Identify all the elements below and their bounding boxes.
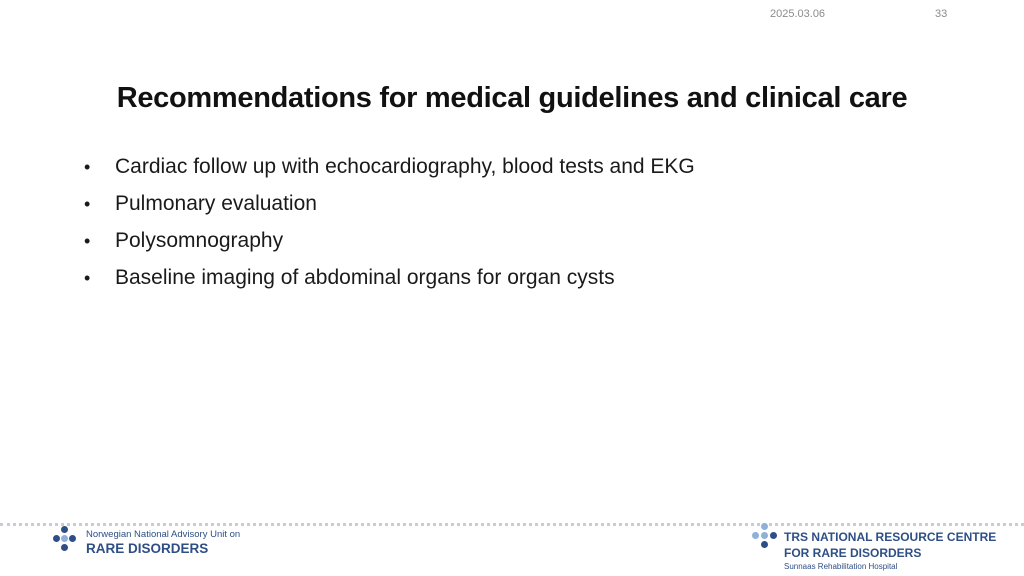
rare-disorders-logo xyxy=(50,526,270,560)
dot-cluster-icon xyxy=(748,523,782,553)
logo-right-subtitle: FOR RARE DISORDERS xyxy=(784,546,922,560)
logo-right-title: TRS NATIONAL RESOURCE CENTRE xyxy=(784,530,997,544)
logo-right-hospital: Sunnaas Rehabilitation Hospital xyxy=(784,562,898,571)
bullet-text: Polysomnography xyxy=(115,229,284,252)
bullet-dot-icon: • xyxy=(84,157,91,177)
bullet-dot-icon: • xyxy=(84,231,91,251)
bullet-dot-icon: • xyxy=(84,194,91,214)
slide-page-number: 33 xyxy=(935,8,948,20)
cross-dots-icon xyxy=(50,526,80,556)
bullet-text: Pulmonary evaluation xyxy=(115,192,317,215)
logo-left-subtitle: Norwegian National Advisory Unit on xyxy=(86,529,241,540)
logo-left-title: RARE DISORDERS xyxy=(86,541,209,556)
bullet-item xyxy=(84,155,695,192)
bullet-text: Cardiac follow up with echocardiography, blood tests and EKG xyxy=(115,155,695,178)
slide-date: 2025.03.06 xyxy=(770,8,826,20)
trs-logo xyxy=(748,523,1018,573)
bullet-item xyxy=(84,266,695,303)
bullet-dot-icon: • xyxy=(84,268,91,288)
bullet-text: Baseline imaging of abdominal organs for organ cysts xyxy=(115,266,615,289)
bullet-item xyxy=(84,192,695,229)
slide-title: Recommendations for medical guidelines and clinical care xyxy=(116,82,908,114)
bullet-item xyxy=(84,229,695,266)
bullet-list xyxy=(84,155,695,303)
